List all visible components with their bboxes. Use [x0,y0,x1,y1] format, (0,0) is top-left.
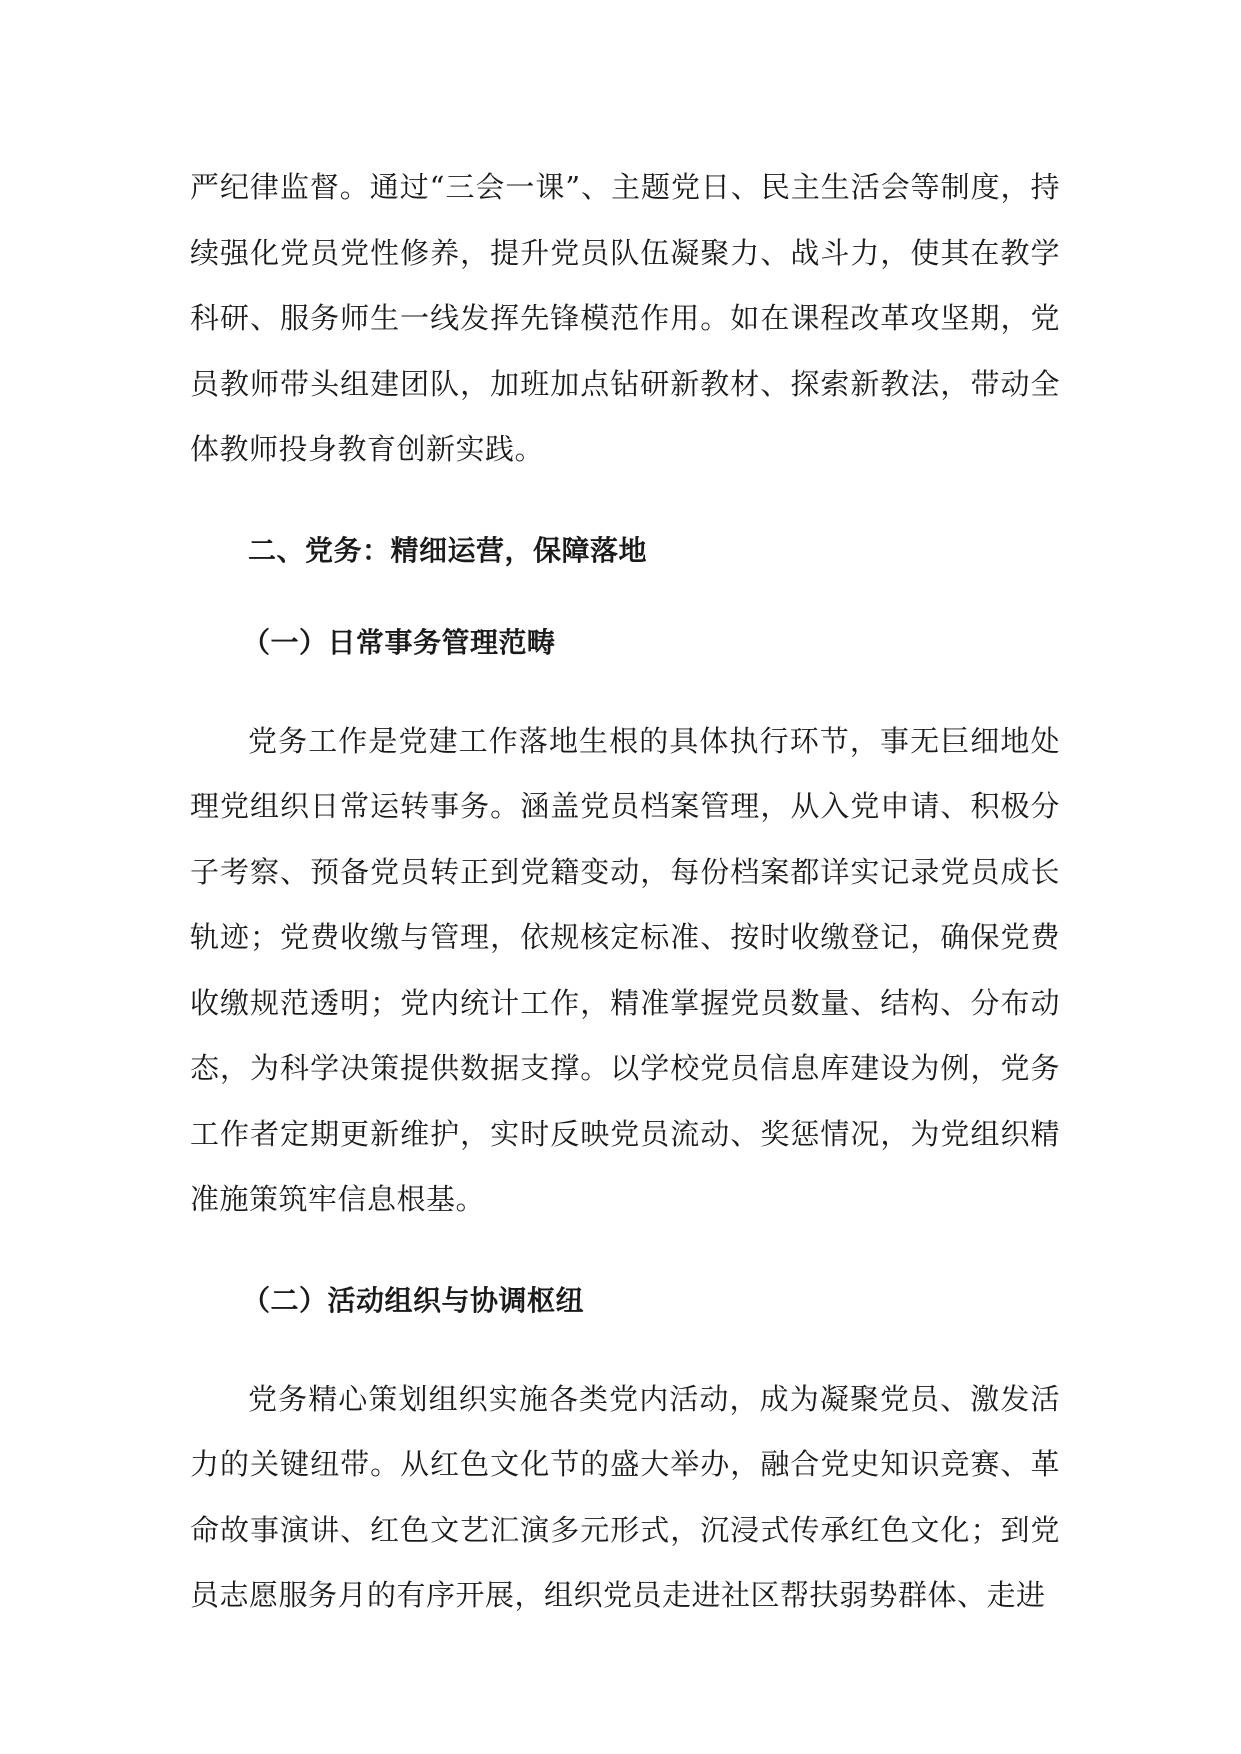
subsection-heading-activity-organization: （二）活动组织与协调枢纽 [242,1283,585,1317]
paragraph-daily-affairs: 党务工作是党建工作落地生根的具体执行环节，事无巨细地处理党组织日常运转事务。涵盖党员档案管理，从入党申请、积极分子考察、预备党员转正到党籍变动，每份档案都详实记录党员成长轨迹；党费收缴与管理，依规核定标准、按时收缴登记，确保党费收缴规范透明；党内统计工作，精准掌握党员数量、结构、分布动态，为科学决策提供数据支撑。以学校党员信息库建设为例，党务工作者定期更新维护，实时反映党员流动、奖惩情况，为党组织精准施策筑牢信息根基。 [190,723,1060,1216]
paragraph-discipline: 严纪律监督。通过“三会一课”、主题党日、民主生活会等制度，持续强化党员党性修养，提升党员队伍凝聚力、战斗力，使其在教学科研、服务师生一线发挥先锋模范作用。如在课程改革攻坚期，党员教师带头组建团队，加班加点钻研新教材、探索新教法，带动全体教师投身教育创新实践。 [190,170,1060,466]
section-heading-party-affairs: 二、党务：精细运营，保障落地 [248,533,648,567]
paragraph-activity-organization: 党务精心策划组织实施各类党内活动，成为凝聚党员、激发活力的关键纽带。从红色文化节的盛大举办，融合党史知识竞赛、革命故事演讲、红色文艺汇演多元形式，沉浸式传承红色文化；到党员志愿服务月的有序开展，组织党员走进社区帮扶弱势群体、走进 [190,1381,1060,1612]
document-body [190,155,1060,1629]
subsection-heading-daily-affairs: （一）日常事务管理范畴 [242,625,556,659]
